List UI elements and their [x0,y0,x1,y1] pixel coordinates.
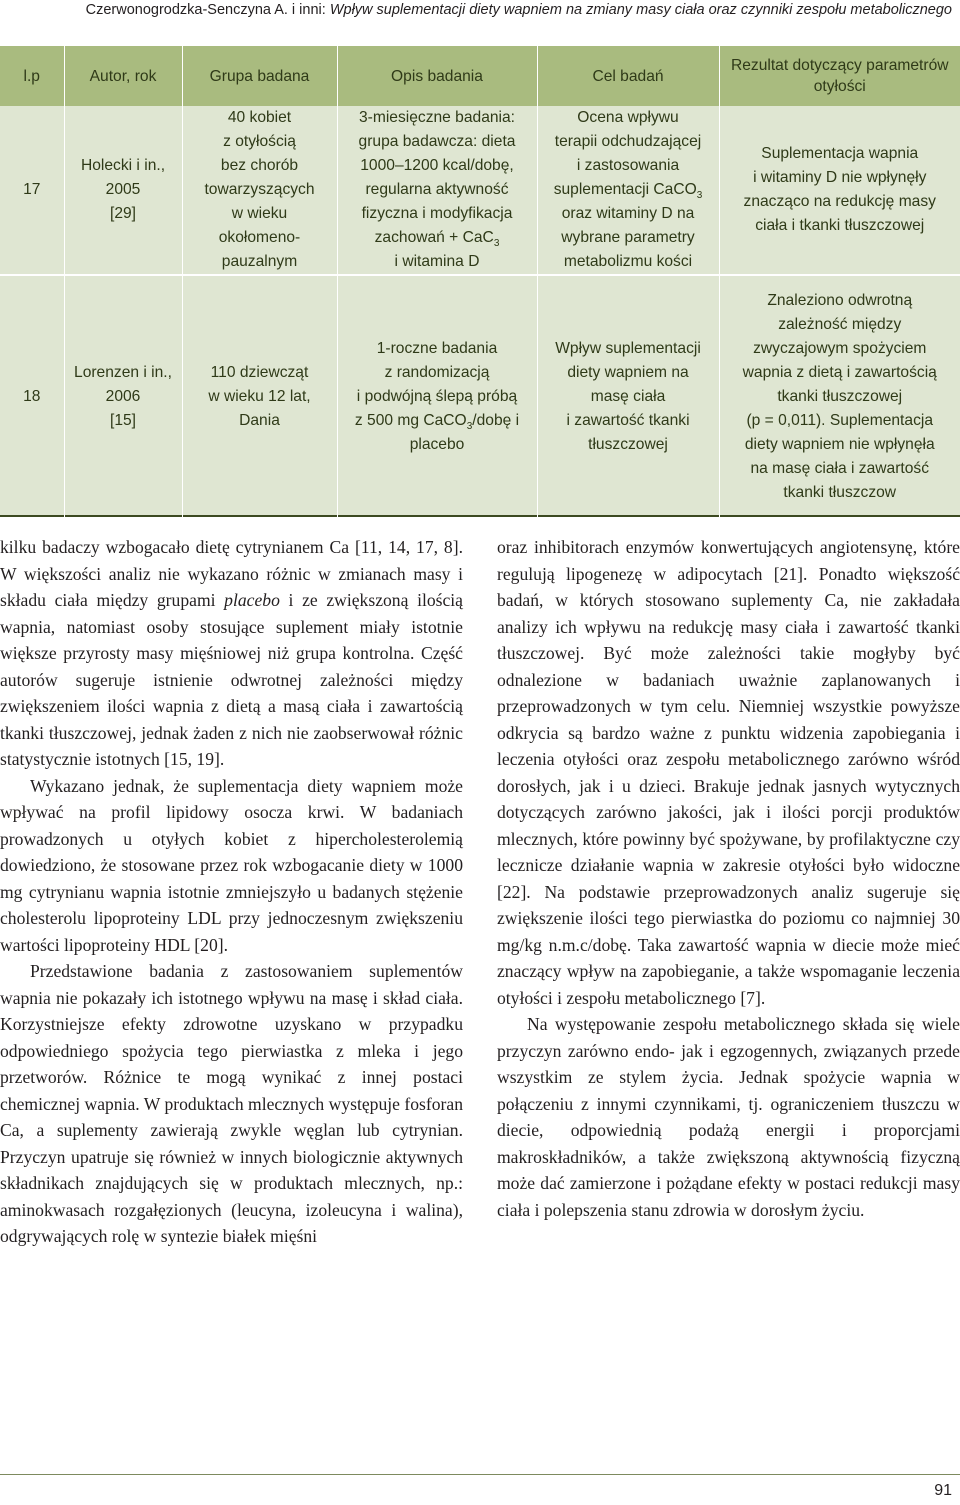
cell-description [337,106,537,275]
paragraph-emphasis: placebo [224,590,280,610]
cell-author: Lorenzen i in., 2006 [15] [64,275,182,518]
page-number: 91 [934,1482,952,1499]
table-row [0,275,960,518]
paragraph: Na występowanie zespołu metabolicznego składa się wiele przyczyn zarówno endo- jak i egzogennych, związanych przede wszystkim ze stylem życia. Jednak spożycie wapnia w połączeniu z innymi czynnikami, tj. ograniczeniem tłuszczu w diecie, odpowiednią podażą energii i proporcjami makroskładników, a także zwiększoną aktywnością fizyczną może dać zamierzone i pożądane efekty w postaci redukcji masy ciała i polepszenia stanu zdrowia w dorosłym życiu. [497,1014,960,1220]
study-table-container [0,46,960,517]
header-description: Opis badania [337,46,537,106]
cell-aim-text: Ocena wpływu terapii odchudzającej i zastosowania suplementacji CaCO [553,109,702,198]
cell-lp: 17 [0,106,64,275]
cell-lp: 18 [23,388,41,405]
cell-description-tail: i witamina D [394,253,480,270]
cell-group: 40 kobiet z otyłością bez chorób towarzyszących w wieku okołomeno- pauzalnym [182,106,337,275]
cell-aim: Wpływ suplementacji diety wapniem na masę ciała i zawartość tkanki tłuszczowej [537,275,719,518]
table-row [0,106,960,275]
footer-rule [0,1474,960,1475]
left-column [0,534,463,1250]
paragraph-text: i ze zwiększoną ilością wapnia, natomiast osoby stosujące suplement miały istotnie większe przyrosty masy mięśniowej niż grupa kontrolna. Część autorów sugeruje istnienie odwrotnej zależności między zwiększeniem ilości wapnia z dietą a masą ciała i zawartością tkanki tłuszczowej, jednak żaden z nich nie zaobserwował różnic statystycznie istotnych [15, 19]. [0,590,463,769]
cell-aim [537,106,719,275]
paragraph: Przedstawione badania z zastosowaniem suplementów wapnia nie pokazały ich istotnego wpływu na masę i skład ciała. Korzystniejsze efekty zdrowotne uzyskano w przypadku odpowiedniego spożycia tego pierwiastka z mleka i jego przetworów. Różnice te mogą wynikać z innej postaci chemicznej wapnia. W produktach mlecznych występuje fosforan Ca, a suplementy zawierają zwykle węglan lub cytrynian. Przyczyn upatruje się również w innych biologicznie aktywnych składnikach znajdujących się w produktach mlecznych, np.: aminokwasach rozgałęzionych (leucyna, izoleucyna i walina), odgrywających rolę w syntezie białek mięśni [0,961,463,1246]
paragraph-text: kilku badaczy wzbogacało dietę cytrynianem Ca [11, 14, 17, 8]. W większości analiz nie wykazano różnic w zmianach masy i składu ciała między grupami [0,537,463,610]
header-author: Autor, rok [64,46,182,106]
cell-description-text: 1-roczne badania z randomizacją i podwójną ślepą próbą z 500 mg CaCO [354,340,518,429]
header-aim: Cel badań [537,46,719,106]
cell-result: Suplementacja wapnia i witaminy D nie wpłynęły znacząco na redukcję masy ciała i tkanki tłuszczowej [719,106,960,275]
paragraph: oraz inhibitorach enzymów konwertujących angiotensynę, które regulują lipogenezę w adipocytach [21]. Ponadto większość badań, w których stosowano suplementy Ca, nie zakładała analizy ich wpływu na redukcję masy ciała i zawartość tkanki tłuszczowej. Być może zależności takie mogłyby być odnalezione w badaniach uważnie zaplanowanych i przeprowadzonych w tym celu. Niemniej wszystkie powyższe odkrycia są bardzo ważne z punktu widzenia zapobiegania i leczenia otyłości oraz zespołu metabolicznego zarówno wśród dorosłych, jak i u dzieci. Brakuje jednak jasnych wytycznych dotyczących zarówno jakości, jak i ilości porcji produktów mlecznych, które powinny być spożywane, by profilaktyczne czy lecznicze działanie wapnia w zakresie otyłości było widoczne [22]. Na podstawie przeprowadzonych analiz sugeruje się zwiększenie ilości tego pierwiastka do poziomu co najmniej 30 mg/kg n.m.c/dobę. Taka zawartość wapnia w diecie może mieć znaczący wpływ na zapobieganie, a także wspomaganie leczenia otyłości i zespołu metabolicznego [7]. [497,537,960,1008]
cell-description-subscript: 3 [493,238,500,250]
cell-description [337,275,537,518]
cell-group: 110 dziewcząt w wieku 12 lat, Dania [182,275,337,518]
table-header-row [0,46,960,106]
study-table [0,46,960,518]
running-header [0,0,960,30]
cell-aim-subscript: 3 [696,190,703,202]
header-lp: l.p [0,46,64,106]
header-result: Rezultat dotyczący parametrów otyłości [719,46,960,106]
cell-description-subscript: 3 [466,421,473,433]
paragraph [0,534,463,773]
cell-aim-tail: oraz witaminy D na wybrane parametry metabolizmu kości [561,205,695,270]
header-group: Grupa badana [182,46,337,106]
running-header-title: Wpływ suplementacji diety wapniem na zmiany masy ciała oraz czynniki zespołu metabolicznego [329,2,952,18]
cell-description-text: 3-miesięczne badania: grupa badawcza: dieta 1000–1200 kcal/dobę, regularna aktywność fizyczna i modyfikacja zachowań + CaC [358,109,516,246]
cell-result: Znaleziono odwrotną zależność między zwyczajowym spożyciem wapnia z dietą i zawartością tkanki tłuszczowej (p = 0,011). Suplementacja diety wapniem nie wpłynęła na masę ciała i zawartość tkanki tłuszczow [719,275,960,518]
right-column [497,534,960,1223]
cell-description-tail: /dobę i placebo [409,412,520,453]
cell-author: Holecki i in., 2005 [29] [64,106,182,275]
running-header-authors: Czerwonogrodzka-Senczyna A. i inni: [85,2,330,18]
paragraph: Wykazano jednak, że suplementacja diety wapniem może wpływać na profil lipidowy osocza krwi. W badaniach prowadzonych u otyłych kobiet z hipercholesterolemią dowiedziono, że stosowane przez rok wzbogacanie diety w 1000 mg cytrynianu wapnia istotnie zmniejszyło u badanych stężenie cholesterolu lipoproteiny LDL przy jednoczesnym zwiększeniu wartości lipoproteiny HDL [20]. [0,775,463,955]
